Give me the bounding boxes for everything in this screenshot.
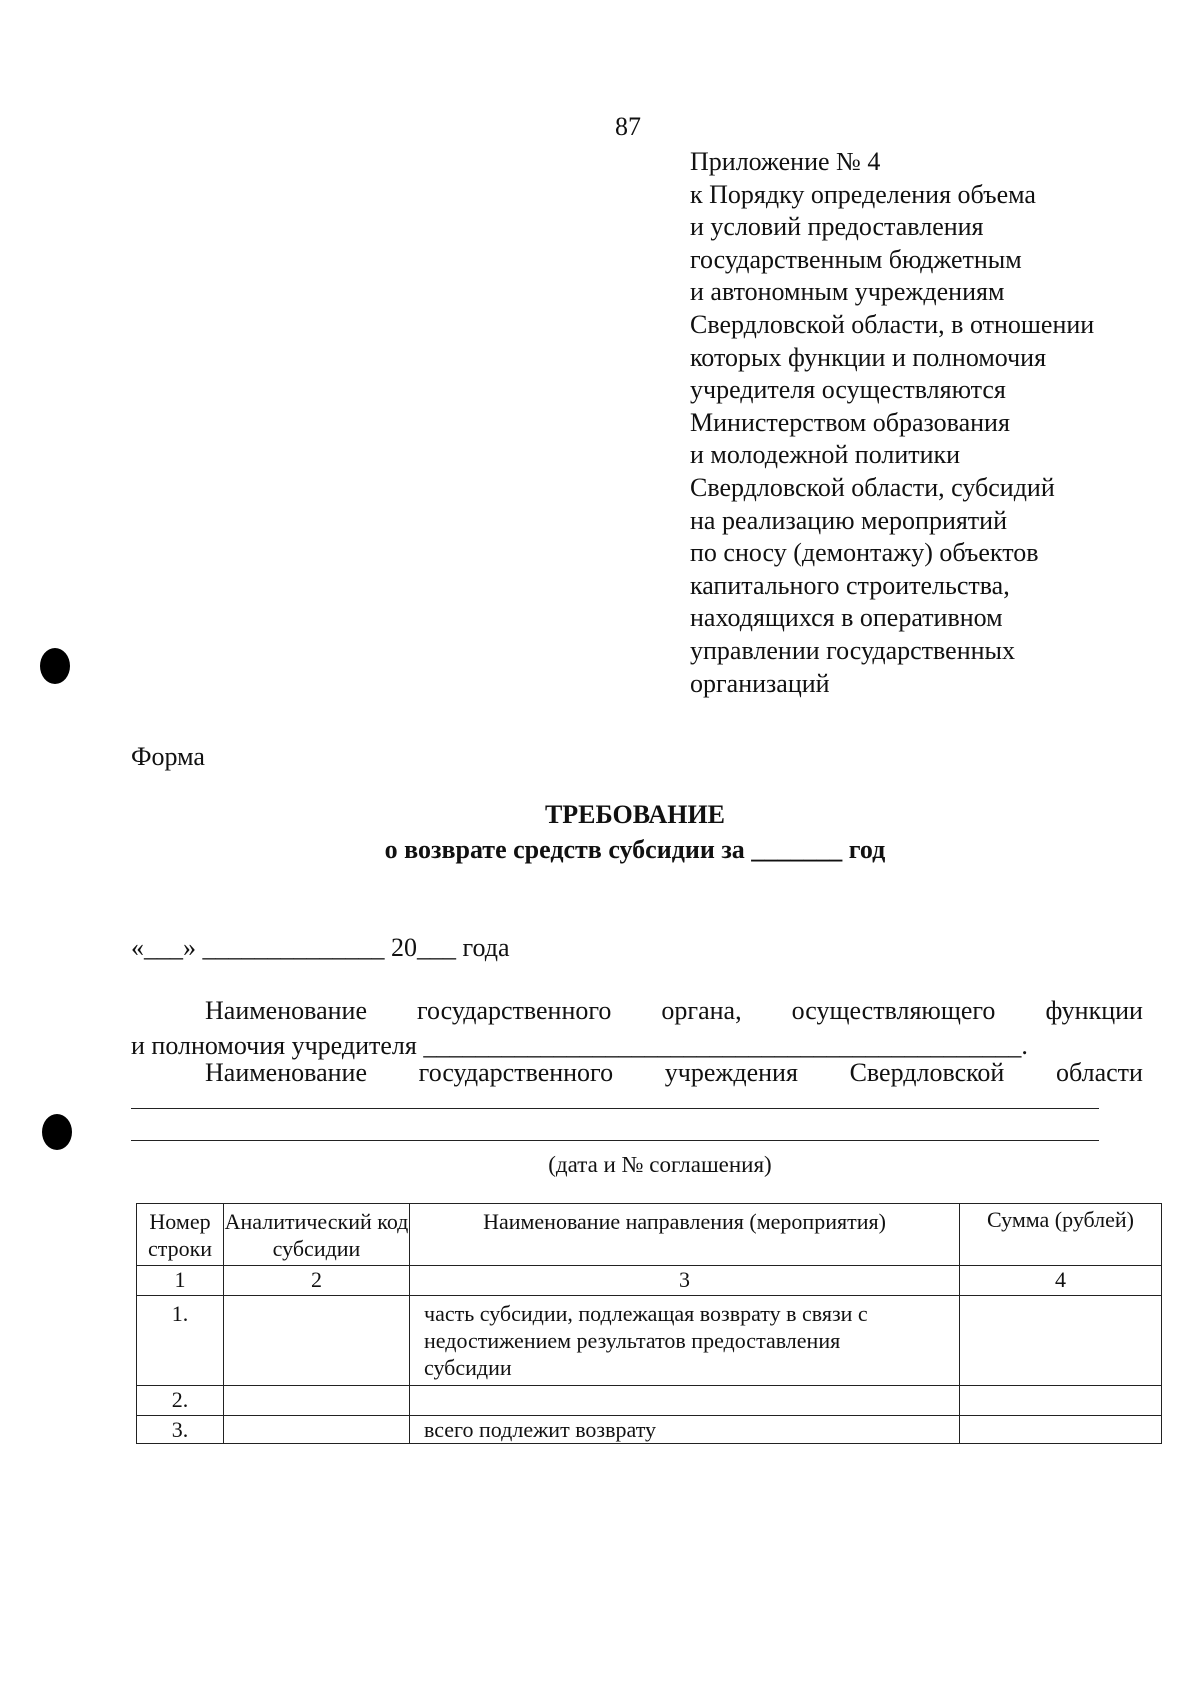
body-word: государственного: [417, 996, 612, 1025]
sum-cell[interactable]: [960, 1416, 1162, 1444]
body-word: Наименование: [205, 1058, 367, 1087]
table-header-row: [137, 1204, 1162, 1266]
appendix-line: которых функции и полномочия: [690, 342, 1047, 372]
body-word: учреждения: [664, 1058, 798, 1087]
header-cell-description: Наименование направления (мероприятия): [410, 1204, 960, 1266]
body-line-institution: [205, 1058, 1143, 1088]
body-word: Свердловской: [849, 1058, 1005, 1087]
document-title: ТРЕБОВАНИЕ: [544, 800, 726, 829]
column-number: 3: [410, 1266, 960, 1296]
body-word: области: [1056, 1058, 1143, 1087]
body-word: органа,: [661, 996, 742, 1025]
description-cell: часть субсидии, подлежащая возврату в связи с недостижением результатов предоставления субсидии: [410, 1296, 960, 1386]
table-row: [137, 1386, 1162, 1416]
appendix-line: и условий предоставления: [690, 212, 984, 242]
code-cell[interactable]: [224, 1416, 410, 1444]
header-cell-row-number: Номер строки: [137, 1204, 224, 1266]
appendix-line: Свердловской области, в отношении: [690, 309, 1095, 339]
body-word: государственного: [418, 1058, 614, 1087]
appendix-line: и молодежной политики: [690, 440, 961, 470]
agreement-caption: (дата и № соглашения): [548, 1152, 772, 1177]
appendix-line: Приложение № 4: [690, 147, 881, 176]
row-number-cell: 1.: [137, 1296, 224, 1386]
refund-table: [136, 1203, 1162, 1444]
appendix-line: государственным бюджетным: [690, 244, 1022, 274]
header-cell-code: Аналитический код субсидии: [224, 1204, 410, 1266]
document-subtitle: о возврате средств субсидии за _______ год: [384, 835, 886, 864]
description-cell[interactable]: [410, 1386, 960, 1416]
punch-hole-mark: [42, 1114, 72, 1150]
table-row: [137, 1296, 1162, 1386]
code-cell[interactable]: [224, 1386, 410, 1416]
fill-line: [131, 1140, 1099, 1141]
appendix-line: и автономным учреждениям: [690, 277, 1005, 307]
appendix-line: капитального строительства,: [690, 570, 1010, 600]
body-word: функции: [1045, 996, 1143, 1025]
sum-cell[interactable]: [960, 1386, 1162, 1416]
appendix-line: по сносу (демонтажу) объектов: [690, 538, 1039, 568]
column-number: 4: [960, 1266, 1162, 1296]
row-number-cell: 3.: [137, 1416, 224, 1444]
column-number: 2: [224, 1266, 410, 1296]
table-row: [137, 1416, 1162, 1444]
body-line-authority: [205, 996, 1143, 1026]
punch-hole-mark: [40, 648, 70, 684]
appendix-line: организаций: [690, 668, 830, 698]
body-word: осуществляющего: [791, 996, 996, 1025]
appendix-line: на реализацию мероприятий: [690, 505, 1008, 535]
appendix-line: Свердловской области, субсидий: [690, 472, 1055, 502]
appendix-line: Министерством образования: [690, 407, 1010, 437]
column-number: 1: [137, 1266, 224, 1296]
appendix-line: к Порядку определения объема: [690, 179, 1036, 209]
fill-line: [131, 1108, 1099, 1109]
appendix-line: находящихся в оперативном: [690, 603, 1003, 633]
table-column-number-row: [137, 1266, 1162, 1296]
form-label: Форма: [131, 742, 205, 771]
appendix-line: управлении государственных: [690, 635, 1015, 665]
sum-cell[interactable]: [960, 1296, 1162, 1386]
page-number: 87: [615, 112, 641, 141]
body-line-founder: и полномочия учредителя ______________________________________________.: [131, 1031, 1028, 1060]
date-line: «___» ______________ 20___ года: [131, 933, 510, 962]
description-cell: всего подлежит возврату: [410, 1416, 960, 1444]
code-cell[interactable]: [224, 1296, 410, 1386]
body-word: Наименование: [205, 996, 367, 1025]
header-cell-sum: Сумма (рублей): [960, 1204, 1162, 1266]
appendix-header: [690, 146, 1094, 700]
appendix-line: учредителя осуществляются: [690, 375, 1006, 405]
row-number-cell: 2.: [137, 1386, 224, 1416]
